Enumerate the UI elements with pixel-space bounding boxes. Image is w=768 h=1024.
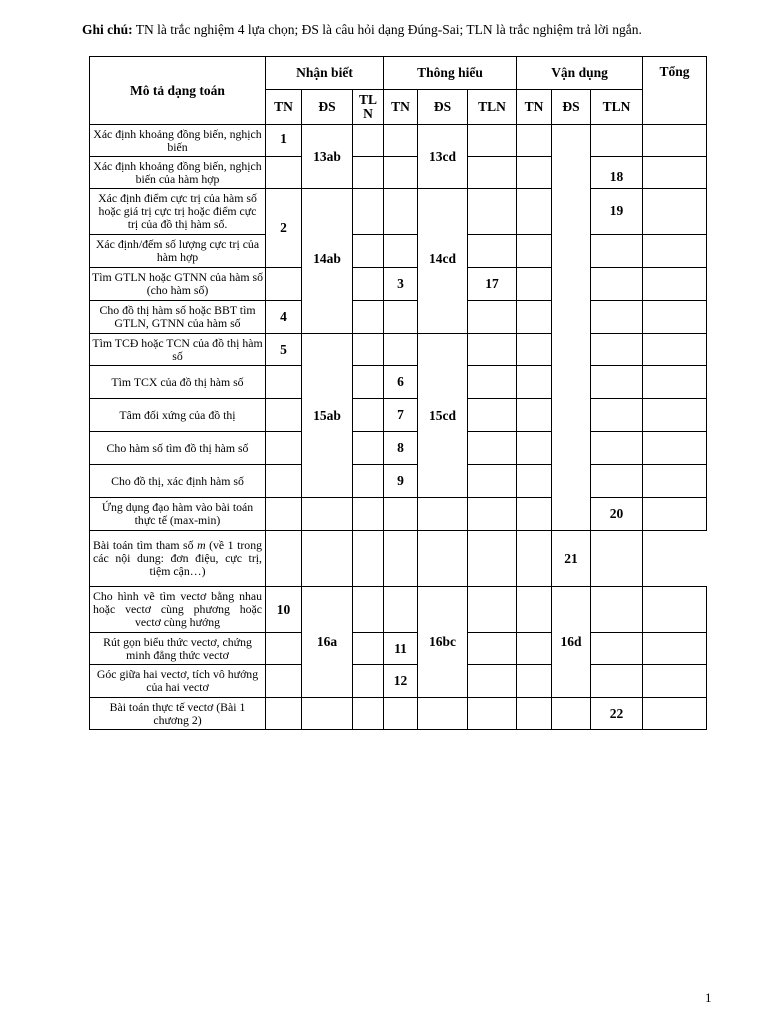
cell-vd-tn — [517, 189, 552, 235]
table-row — [90, 399, 707, 432]
subheader-nb-tn: TN — [266, 90, 302, 125]
subheader-nb-tln: TL N — [353, 90, 384, 125]
cell-nb-tln — [353, 366, 384, 399]
cell-th-tn: 3 — [384, 268, 418, 301]
cell-nb-tln — [353, 531, 384, 587]
cell-nb-ds — [302, 498, 353, 531]
row-description: Bài toán thực tế vectơ (Bài 1 chương 2) — [90, 698, 266, 730]
cell-th-tn: 7 — [384, 399, 418, 432]
page-number: 1 — [705, 990, 712, 1005]
row-description: Tâm đối xứng của đồ thị — [90, 399, 266, 432]
cell-th-tn — [384, 235, 418, 268]
subheader-vd-ds: ĐS — [552, 90, 591, 125]
row-description: Xác định điểm cực trị của hàm số hoặc giá trị cực trị hoặc điểm cực trị của đồ thị hàm số. — [90, 189, 266, 235]
subheader-vd-tln: TLN — [591, 90, 643, 125]
cell-nb-tln — [353, 157, 384, 189]
table-row — [90, 157, 707, 189]
cell-nb-ds: 16a — [302, 587, 353, 698]
row-description: Xác định khoảng đồng biến, nghịch biến của hàm hợp — [90, 157, 266, 189]
cell-th-tn — [384, 189, 418, 235]
cell-th-ds: 13cd — [418, 125, 468, 189]
cell-th-tn: 12 — [384, 665, 418, 698]
cell-nb-tn: 4 — [266, 301, 302, 334]
cell-nb-ds: 13ab — [302, 125, 353, 189]
cell-nb-tln — [353, 633, 384, 665]
cell-th-tln: 17 — [468, 268, 517, 301]
row-description: Tìm TCX của đồ thị hàm số — [90, 366, 266, 399]
cell-th-ds: 16bc — [418, 587, 468, 698]
cell-th-tln — [468, 157, 517, 189]
cell-vd-tn — [517, 432, 552, 465]
cell-nb-tln — [353, 125, 384, 157]
table-row — [90, 587, 707, 633]
cell-vd-tln: 19 — [591, 189, 643, 235]
cell-th-tln — [468, 301, 517, 334]
cell-tong — [643, 189, 707, 235]
header-tong: Tổng — [643, 57, 707, 125]
cell-vd-tln: 20 — [591, 498, 643, 531]
cell-nb-tln — [353, 698, 384, 730]
cell-nb-tln — [353, 235, 384, 268]
legend-note — [82, 22, 642, 38]
cell-vd-tn — [517, 531, 552, 587]
cell-th-tn — [384, 125, 418, 157]
cell-nb-tn — [266, 633, 302, 665]
cell-tong — [643, 665, 707, 698]
test-matrix-table — [89, 56, 707, 730]
cell-th-tn: 8 — [384, 432, 418, 465]
cell-nb-tln — [353, 465, 384, 498]
cell-vd-tln — [591, 366, 643, 399]
cell-nb-tln — [353, 399, 384, 432]
row-description: Góc giữa hai vectơ, tích vô hướng của hai vectơ — [90, 665, 266, 698]
cell-vd-tln — [591, 432, 643, 465]
cell-vd-tn — [517, 268, 552, 301]
cell-nb-tn — [266, 366, 302, 399]
row-description: Xác định khoảng đồng biến, nghịch biến — [90, 125, 266, 157]
cell-th-tln — [468, 665, 517, 698]
cell-th-tn — [384, 334, 418, 366]
cell-tong — [643, 587, 707, 633]
cell-tong — [643, 235, 707, 268]
note-text: TN là trắc nghiệm 4 lựa chọn; ĐS là câu hỏi dạng Đúng-Sai; TLN là trắc nghiệm trả lời ngắn. — [135, 22, 642, 37]
table-row — [90, 366, 707, 399]
cell-nb-ds: 14ab — [302, 189, 353, 334]
cell-vd-tln: 18 — [591, 157, 643, 189]
cell-vd-tln — [591, 465, 643, 498]
cell-th-tln — [468, 698, 517, 730]
cell-vd-tln — [591, 235, 643, 268]
row-description: Xác định/đếm số lượng cực trị của hàm hợp — [90, 235, 266, 268]
cell-nb-tn — [266, 665, 302, 698]
cell-th-tln — [468, 189, 517, 235]
cell-nb-tn — [266, 465, 302, 498]
subheader-th-tn: TN — [384, 90, 418, 125]
table-row — [90, 432, 707, 465]
cell-nb-tln — [353, 665, 384, 698]
cell-nb-ds — [302, 531, 353, 587]
cell-vd-tln — [591, 125, 643, 157]
cell-th-tln — [468, 498, 517, 531]
table-row — [90, 301, 707, 334]
header-thong-hieu: Thông hiểu — [384, 57, 517, 90]
subheader-vd-tn: TN — [517, 90, 552, 125]
cell-nb-ds: 15ab — [302, 334, 353, 498]
cell-tong — [643, 633, 707, 665]
header-van-dung: Vận dụng — [517, 57, 643, 90]
note-label: Ghi chú: — [82, 22, 133, 37]
cell-nb-tn — [266, 268, 302, 301]
cell-tong — [643, 399, 707, 432]
cell-th-tln — [468, 366, 517, 399]
table-row — [90, 334, 707, 366]
cell-th-ds — [418, 498, 468, 531]
cell-vd-tln — [591, 399, 643, 432]
cell-nb-tln — [353, 189, 384, 235]
cell-th-tln — [468, 334, 517, 366]
cell-vd-tn — [517, 498, 552, 531]
table-row — [90, 665, 707, 698]
cell-th-tln — [468, 125, 517, 157]
cell-tong — [643, 498, 707, 531]
table-row — [90, 498, 707, 531]
row-description: Tìm TCĐ hoặc TCN của đồ thị hàm số — [90, 334, 266, 366]
cell-th-tn: 6 — [384, 366, 418, 399]
table-row — [90, 465, 707, 498]
cell-vd-tln — [591, 334, 643, 366]
cell-vd-tn — [517, 587, 552, 633]
table-row — [90, 698, 707, 730]
cell-th-tln — [468, 432, 517, 465]
cell-th-tln — [468, 531, 517, 587]
cell-vd-tn — [517, 665, 552, 698]
cell-nb-tn: 5 — [266, 334, 302, 366]
cell-vd-tln — [591, 268, 643, 301]
row-description: Cho đồ thị hàm số hoặc BBT tìm GTLN, GTNN của hàm số — [90, 301, 266, 334]
header-desc: Mô tả dạng toán — [90, 57, 266, 125]
table-row — [90, 268, 707, 301]
cell-vd-ds — [552, 125, 591, 531]
cell-vd-tn — [517, 157, 552, 189]
cell-nb-tn — [266, 157, 302, 189]
cell-vd-tn — [517, 465, 552, 498]
cell-vd-tn — [517, 399, 552, 432]
cell-nb-tn: 2 — [266, 189, 302, 268]
table-row — [90, 235, 707, 268]
cell-nb-tn — [266, 432, 302, 465]
cell-nb-tln — [353, 334, 384, 366]
cell-nb-tn: 10 — [266, 587, 302, 633]
cell-th-tn — [384, 157, 418, 189]
cell-tong — [643, 432, 707, 465]
cell-vd-tn — [517, 125, 552, 157]
cell-th-tln — [468, 235, 517, 268]
cell-tong — [643, 698, 707, 730]
cell-th-tn: 9 — [384, 465, 418, 498]
cell-tong — [643, 366, 707, 399]
cell-vd-tn — [517, 301, 552, 334]
row-description: Cho đồ thị, xác định hàm số — [90, 465, 266, 498]
cell-nb-tln — [353, 301, 384, 334]
cell-vd-tn — [517, 235, 552, 268]
cell-th-tln — [468, 465, 517, 498]
cell-th-ds — [418, 698, 468, 730]
header-nhan-biet: Nhận biết — [266, 57, 384, 90]
cell-vd-tln — [591, 587, 643, 633]
cell-th-tn — [384, 531, 418, 587]
cell-nb-tn — [266, 531, 302, 587]
subheader-th-tln: TLN — [468, 90, 517, 125]
cell-vd-ds — [552, 698, 591, 730]
cell-tong — [643, 157, 707, 189]
cell-vd-tln — [591, 633, 643, 665]
cell-nb-ds — [302, 698, 353, 730]
subheader-nb-ds: ĐS — [302, 90, 353, 125]
cell-th-ds — [418, 531, 468, 587]
table-row — [90, 125, 707, 157]
subheader-th-ds: ĐS — [418, 90, 468, 125]
cell-vd-tn — [517, 366, 552, 399]
cell-th-ds: 15cd — [418, 334, 468, 498]
table-row — [90, 633, 707, 665]
row-description: Cho hình vẽ tìm vectơ bằng nhau hoặc vectơ cùng phương hoặc vectơ cùng hướng — [90, 587, 266, 633]
row-description: Cho hàm số tìm đồ thị hàm số — [90, 432, 266, 465]
cell-tong — [643, 465, 707, 498]
cell-tong — [591, 531, 643, 587]
cell-nb-tln — [353, 587, 384, 633]
cell-th-tln — [468, 399, 517, 432]
cell-vd-tln: 21 — [552, 531, 591, 587]
cell-tong — [643, 334, 707, 366]
cell-th-tn — [384, 698, 418, 730]
cell-nb-tn: 1 — [266, 125, 302, 157]
table-row — [90, 189, 707, 235]
cell-th-tln — [468, 587, 517, 633]
cell-nb-tn — [266, 698, 302, 730]
cell-th-ds: 14cd — [418, 189, 468, 334]
cell-nb-tn — [266, 498, 302, 531]
cell-tong — [643, 125, 707, 157]
table-row — [90, 531, 707, 587]
cell-vd-tln — [591, 301, 643, 334]
cell-nb-tn — [266, 399, 302, 432]
row-description: Rút gọn biểu thức vectơ, chứng minh đẳng thức vectơ — [90, 633, 266, 665]
cell-nb-tln — [353, 432, 384, 465]
row-description: Tìm GTLN hoặc GTNN của hàm số (cho hàm số) — [90, 268, 266, 301]
cell-th-tln — [468, 633, 517, 665]
cell-th-tn — [384, 301, 418, 334]
cell-vd-tln: 22 — [591, 698, 643, 730]
cell-vd-tn — [517, 698, 552, 730]
cell-vd-tn — [517, 633, 552, 665]
cell-vd-tln — [591, 665, 643, 698]
cell-vd-ds: 16d — [552, 587, 591, 698]
cell-vd-tn — [517, 334, 552, 366]
row-description: Ứng dụng đạo hàm vào bài toán thực tế (max-min) — [90, 498, 266, 531]
row-description: Bài toán tìm tham số m (về 1 trong các nội dung: đơn điệu, cực trị, tiệm cận…) — [90, 531, 266, 587]
cell-nb-tln — [353, 268, 384, 301]
cell-th-tn: 11 — [384, 633, 418, 665]
cell-th-tn — [384, 587, 418, 633]
cell-th-tn — [384, 498, 418, 531]
cell-tong — [643, 301, 707, 334]
cell-tong — [643, 268, 707, 301]
cell-nb-tln — [353, 498, 384, 531]
